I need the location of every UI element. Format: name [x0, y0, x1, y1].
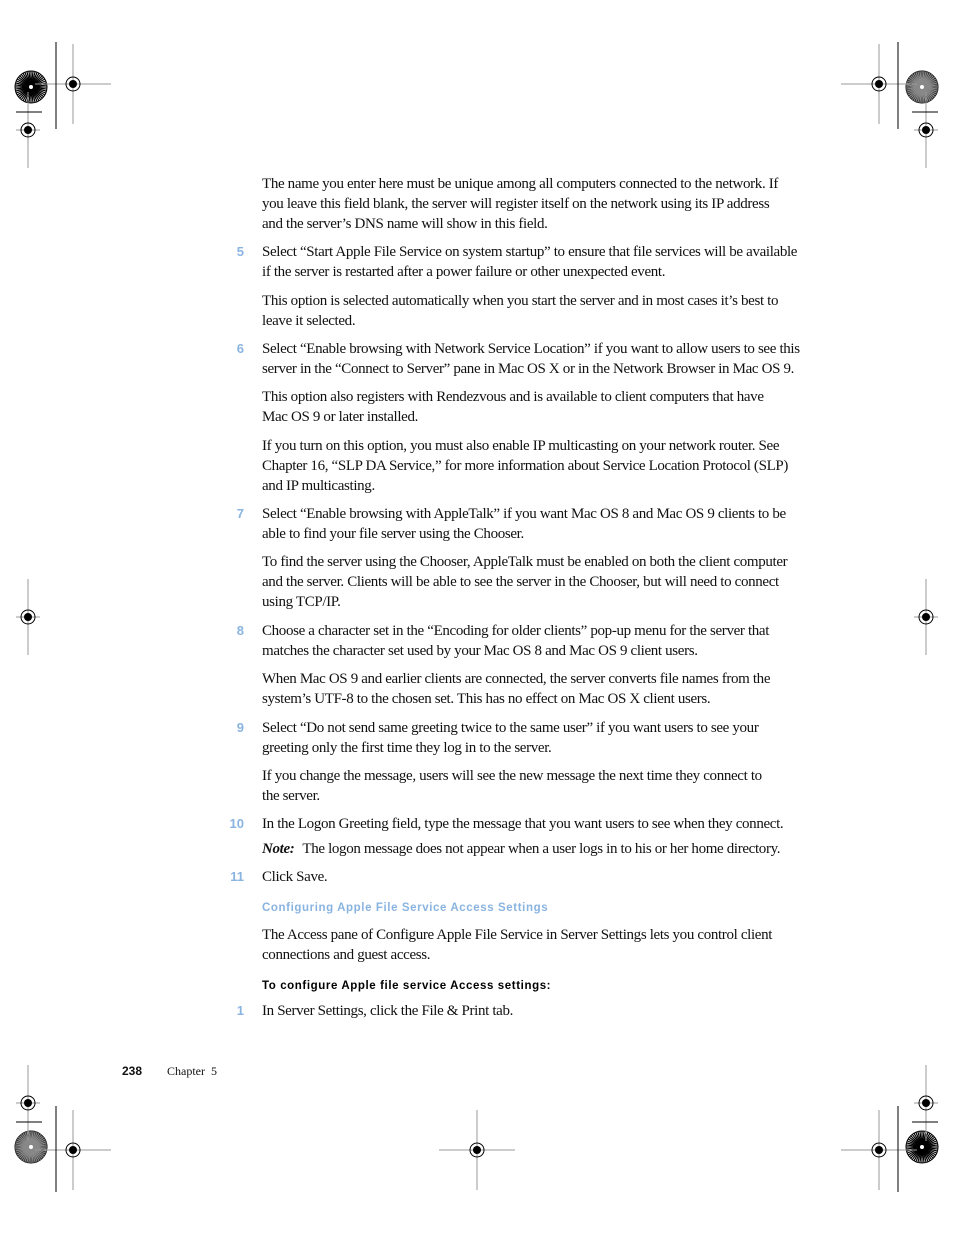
crosshair-dot: [922, 613, 930, 621]
procedure-heading: To configure Apple file service Access settings:: [262, 980, 552, 992]
starburst-center: [29, 85, 33, 89]
crosshair-dot: [473, 1146, 481, 1154]
step-text: Click Save.: [262, 869, 328, 885]
step-text: Select “Start Apple File Service on system startup” to ensure that file services will be available if the server is restarted after a power failure or other unexpected event.: [262, 244, 798, 280]
step-number: 5: [236, 244, 244, 259]
paragraph: If you change the message, users will see the new message the next time they connect to the server.: [262, 768, 762, 804]
step-number: 6: [236, 341, 244, 356]
crosshair-dot: [922, 1099, 930, 1107]
step-text: In the Logon Greeting field, type the message that you want users to see when they connect.: [262, 816, 784, 832]
paragraph: The name you enter here must be unique among all computers connected to the network. If you leave this field blank, the server will register itself on the network using its IP address and the server’s DNS name will show in this field.: [262, 176, 779, 232]
starburst-center: [920, 1145, 924, 1149]
paragraph: To find the server using the Chooser, AppleTalk must be enabled on both the client computer and the server. Clients will be able to see the server in the Chooser, but will need to connect using TCP/IP.: [262, 554, 788, 610]
chapter-label: Chapter 5: [167, 1064, 217, 1078]
step-number: 9: [236, 720, 244, 735]
step-text: Select “Enable browsing with Network Service Location” if you want to allow users to see this server in the “Connect to Server” pane in Mac OS X or in the Network Browser in Mac OS 9.: [262, 341, 800, 377]
crosshair-dot: [24, 126, 32, 134]
note: [262, 839, 780, 859]
crosshair-dot: [69, 1146, 77, 1154]
step-text: Choose a character set in the “Encoding for older clients” pop-up menu for the server that matches the character set used by your Mac OS 8 and Mac OS 9 client users.: [262, 623, 770, 659]
crosshair-dot: [875, 80, 883, 88]
step-text: Select “Do not send same greeting twice to the same user” if you want users to see your greeting only the first time they log in to the server.: [262, 720, 759, 756]
paragraph: This option also registers with Rendezvous and is available to client computers that have Mac OS 9 or later installed.: [262, 389, 764, 425]
crosshair-dot: [24, 1099, 32, 1107]
crosshair-dot: [24, 613, 32, 621]
page-number: 238: [122, 1064, 143, 1078]
step-number: 11: [230, 869, 244, 884]
step-number: 1: [236, 1003, 244, 1018]
note-label: Note:: [262, 841, 295, 857]
step-text: In Server Settings, click the File & Print tab.: [262, 1003, 514, 1019]
crosshair-dot: [922, 126, 930, 134]
starburst-center: [920, 85, 924, 89]
paragraph: This option is selected automatically when you start the server and in most cases it’s best to leave it selected.: [262, 293, 779, 329]
crosshair-dot: [69, 80, 77, 88]
paragraph: When Mac OS 9 and earlier clients are connected, the server converts file names from the system’s UTF-8 to the chosen set. This has no effect on Mac OS X client users.: [262, 671, 771, 707]
section-heading: Configuring Apple File Service Access Settings: [262, 902, 549, 914]
starburst-center: [29, 1145, 33, 1149]
paragraph: If you turn on this option, you must also enable IP multicasting on your network router. See Chapter 16, “SLP DA Service,” for more information about Service Location Protocol (SLP) and IP multicasting.: [262, 438, 789, 494]
note-text: The logon message does not appear when a user logs in to his or her home directory.: [302, 841, 781, 857]
crosshair-dot: [875, 1146, 883, 1154]
step-text: Select “Enable browsing with AppleTalk” if you want Mac OS 8 and Mac OS 9 clients to be able to find your file server using the Chooser.: [262, 506, 786, 542]
step-number: 8: [236, 623, 244, 638]
step-number: 10: [229, 816, 244, 831]
step-number: 7: [236, 506, 244, 521]
paragraph: The Access pane of Configure Apple File Service in Server Settings lets you control client connections and guest access.: [262, 927, 773, 963]
